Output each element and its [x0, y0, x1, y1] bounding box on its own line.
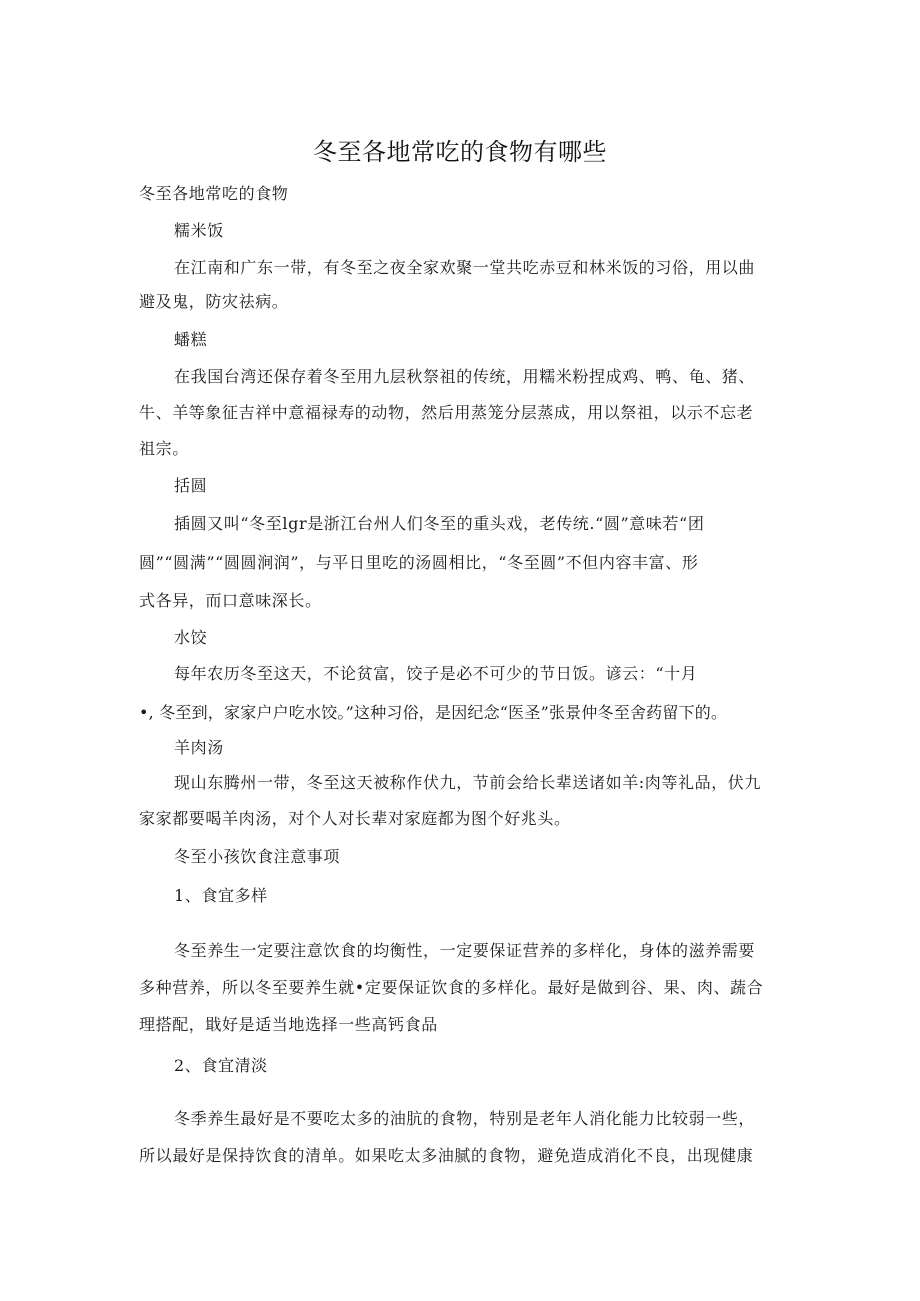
- paragraph-line: 牛、羊等象征吉祥中意福禄寿的动物，然后用蒸笼分层蒸成，用以祭祖，以示不忘老: [139, 403, 754, 422]
- paragraph-line: 多种营养，所以冬至要养生就•定要保证饮食的多样化。最好是做到谷、果、肉、蔬合: [139, 978, 764, 997]
- section-title: 冬至小孩饮食注意事项: [174, 847, 341, 866]
- food-heading: 糯米饭: [174, 221, 224, 240]
- food-heading: 蟠糕: [174, 330, 208, 349]
- paragraph-line: 在我国台湾还保存着冬至用九层秋祭祖的传统，用糯米粉捏成鸡、鸭、龟、猪、: [174, 367, 756, 386]
- food-heading: 羊肉汤: [174, 738, 224, 757]
- paragraph-line: 理搭配，戢好是适当地选择一些高钙食品: [139, 1015, 438, 1034]
- page-title: 冬至各地常吃的食物有哪些: [313, 138, 607, 166]
- paragraph-line: 现山东腾州一带，冬至这天被称作伏九，节前会给长辈送诸如羊:肉等礼品，伏九: [174, 773, 761, 792]
- paragraph-line: 圆”“圆满”“圆圆涧润”，与平日里吃的汤圆相比，“冬至圆”不但内容丰富、形: [139, 553, 699, 572]
- paragraph-line: 每年农历冬至这天，不论贫富，饺子是必不可少的节日饭。谚云：“十月: [174, 664, 698, 683]
- tip-heading: 1、食宜多样: [174, 886, 268, 905]
- paragraph-line: 式各异，而口意味深长。: [139, 591, 322, 610]
- paragraph-line: 所以最好是保持饮食的清单。如果吃太多油腻的食物，避免造成消化不良，出现健康: [139, 1146, 754, 1165]
- paragraph-line: 家家都要喝羊肉汤，对个人对长辈对家庭都为图个好兆头。: [139, 809, 571, 828]
- food-heading: 水饺: [174, 628, 208, 647]
- paragraph-line: 在江南和广东一带，有冬至之夜全家欢聚一堂共吃赤豆和林米饭的习俗，用以曲: [174, 258, 756, 277]
- paragraph-line: 避及鬼，防灾祛病。: [139, 292, 289, 311]
- paragraph-line: 冬季养生最好是不要吃太多的油肮的食物，特别是老年人消化能力比较弱一些，: [174, 1109, 756, 1128]
- section-subtitle: 冬至各地常吃的食物: [139, 184, 289, 203]
- paragraph-line: 祖宗。: [139, 439, 189, 458]
- paragraph-line: •, 冬至到，家家户户吃水饺。”这种习俗，是因纪念“医圣”张景仲冬至舍药留下的。: [139, 703, 728, 722]
- food-heading: 括圆: [174, 476, 208, 495]
- tip-heading: 2、食宜清淡: [174, 1056, 268, 1075]
- paragraph-line: 冬至养生一定要注意饮食的均衡性，一定要保证营养的多样化，身体的滋养需要: [174, 941, 756, 960]
- paragraph-line: 插圆又叫“冬至lgr是浙江台州人们冬至的重头戏，老传统.“圆”意味若“团: [174, 514, 705, 533]
